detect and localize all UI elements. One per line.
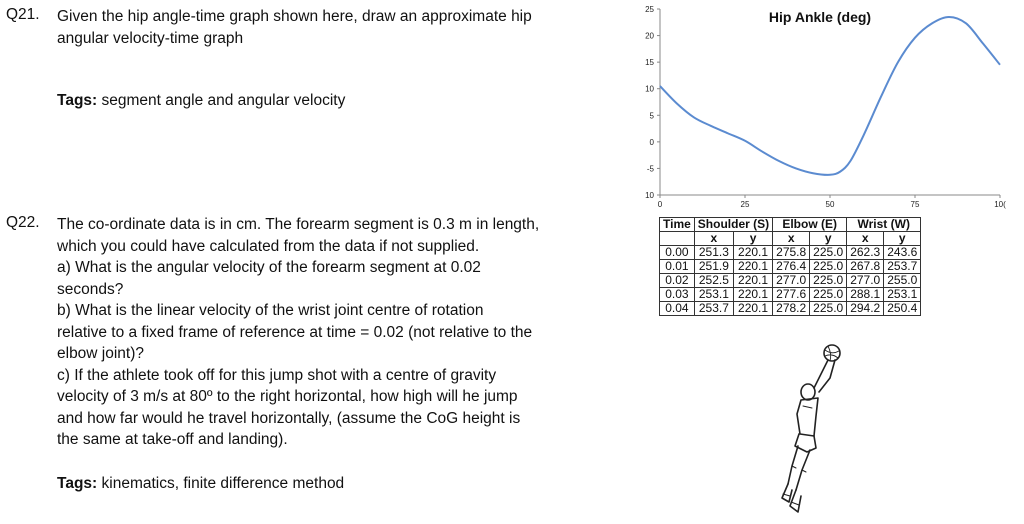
q22-line: and how far would he travel horizontally, (assume the CoG height is bbox=[57, 409, 521, 427]
subheader-cell bbox=[660, 232, 695, 246]
table-cell: 250.4 bbox=[884, 302, 921, 316]
q22-tags bbox=[57, 475, 344, 493]
y-tick-label: 15 bbox=[645, 58, 654, 68]
table-subheader-row bbox=[660, 232, 921, 246]
series-line bbox=[660, 17, 1000, 175]
table-cell: 220.1 bbox=[733, 274, 772, 288]
x-tick-label: 75 bbox=[910, 200, 920, 209]
table-row bbox=[660, 274, 921, 288]
q22-line: seconds? bbox=[57, 280, 124, 298]
coordinate-table bbox=[659, 217, 921, 316]
table-row bbox=[660, 288, 921, 302]
y-tick-label: -5 bbox=[646, 164, 654, 174]
y-tick-label: 5 bbox=[649, 111, 654, 121]
table-cell: 288.1 bbox=[847, 288, 884, 302]
x-tick-label: 10( bbox=[994, 200, 1006, 209]
x-tick-label: 25 bbox=[740, 200, 750, 209]
chart-title: Hip Ankle (deg) bbox=[768, 9, 872, 25]
table-cell: 253.1 bbox=[884, 288, 921, 302]
table-row bbox=[660, 302, 921, 316]
table-cell: 277.0 bbox=[773, 274, 810, 288]
table-cell: 253.1 bbox=[694, 288, 733, 302]
table-cell: 220.1 bbox=[733, 260, 772, 274]
table-cell: 276.4 bbox=[773, 260, 810, 274]
q22-number: Q22. bbox=[6, 214, 40, 231]
basketball-player-illustration bbox=[770, 342, 850, 518]
y-tick-labels bbox=[645, 5, 660, 200]
table-cell: 220.1 bbox=[733, 302, 772, 316]
table-cell: 275.8 bbox=[773, 246, 810, 260]
table-cell: 294.2 bbox=[847, 302, 884, 316]
q22-line: relative to a fixed frame of reference at time = 0.02 (not relative to the bbox=[57, 323, 533, 341]
q22-line: elbow joint)? bbox=[57, 345, 145, 362]
header-elbow: Elbow (E) bbox=[773, 218, 847, 232]
table-cell: 220.1 bbox=[733, 288, 772, 302]
tags-label: Tags: bbox=[57, 475, 98, 492]
table-cell: 278.2 bbox=[773, 302, 810, 316]
q21-number: Q21. bbox=[6, 6, 40, 23]
table-cell: 225.0 bbox=[810, 288, 847, 302]
subheader-cell: y bbox=[733, 232, 772, 246]
q21-line: Given the hip angle-time graph shown here, draw an approximate hip bbox=[57, 8, 532, 25]
q22-line: b) What is the linear velocity of the wrist joint centre of rotation bbox=[57, 302, 484, 319]
table-cell: 0.02 bbox=[660, 274, 695, 288]
table-cell: 277.0 bbox=[847, 274, 884, 288]
q22-line: The co-ordinate data is in cm. The forearm segment is 0.3 m in length, bbox=[57, 216, 540, 233]
table-cell: 252.5 bbox=[694, 274, 733, 288]
table-cell: 0.03 bbox=[660, 288, 695, 302]
q21-line: angular velocity-time graph bbox=[57, 29, 244, 47]
subheader-cell: x bbox=[694, 232, 733, 246]
table-cell: 277.6 bbox=[773, 288, 810, 302]
table-header-row bbox=[660, 218, 921, 232]
y-tick-label: 0 bbox=[649, 137, 654, 147]
table-cell: 243.6 bbox=[884, 246, 921, 260]
table-cell: 251.3 bbox=[694, 246, 733, 260]
header-shoulder: Shoulder (S) bbox=[694, 218, 772, 232]
table-cell: 0.04 bbox=[660, 302, 695, 316]
table-cell: 225.0 bbox=[810, 302, 847, 316]
subheader-cell: x bbox=[847, 232, 884, 246]
table-cell: 225.0 bbox=[810, 246, 847, 260]
q22-line: which you could have calculated from the data if not supplied. bbox=[57, 237, 480, 255]
x-tick-label: 0 bbox=[657, 200, 663, 209]
table-row bbox=[660, 260, 921, 274]
y-tick-label: 25 bbox=[645, 5, 654, 14]
header-wrist: Wrist (W) bbox=[847, 218, 921, 232]
table-cell: 0.00 bbox=[660, 246, 695, 260]
subheader-cell: y bbox=[810, 232, 847, 246]
chart-axes bbox=[660, 9, 1000, 195]
table-cell: 225.0 bbox=[810, 274, 847, 288]
table-cell: 220.1 bbox=[733, 246, 772, 260]
x-tick-label: 50 bbox=[825, 200, 835, 209]
table-cell: 225.0 bbox=[810, 260, 847, 274]
q22-line: c) If the athlete took off for this jump shot with a centre of gravity bbox=[57, 366, 497, 384]
subheader-cell: x bbox=[773, 232, 810, 246]
q21-text bbox=[57, 6, 597, 49]
table-cell: 0.01 bbox=[660, 260, 695, 274]
hip-angle-chart bbox=[638, 0, 1024, 216]
table-cell: 267.8 bbox=[847, 260, 884, 274]
y-tick-label: 10 bbox=[645, 191, 654, 200]
y-tick-label: 20 bbox=[645, 31, 654, 41]
q22-line: the same at take-off and landing). bbox=[57, 431, 288, 448]
table-cell: 253.7 bbox=[884, 260, 921, 274]
tags-value: segment angle and angular velocity bbox=[97, 92, 346, 109]
table-cell: 255.0 bbox=[884, 274, 921, 288]
q22-line: a) What is the angular velocity of the forearm segment at 0.02 bbox=[57, 259, 481, 276]
y-tick-label: 10 bbox=[645, 84, 654, 94]
table-row bbox=[660, 246, 921, 260]
subheader-cell: y bbox=[884, 232, 921, 246]
table-cell: 262.3 bbox=[847, 246, 884, 260]
header-time: Time bbox=[660, 218, 695, 232]
x-tick-labels bbox=[658, 195, 1006, 209]
tags-value: kinematics, finite difference method bbox=[97, 475, 345, 492]
q22-line: velocity of 3 m/s at 80º to the right horizontal, how high will he jump bbox=[57, 388, 518, 405]
q21-tags bbox=[57, 92, 345, 110]
tags-label: Tags: bbox=[57, 92, 98, 109]
table-cell: 253.7 bbox=[694, 302, 733, 316]
q22-text bbox=[57, 214, 597, 451]
table-cell: 251.9 bbox=[694, 260, 733, 274]
